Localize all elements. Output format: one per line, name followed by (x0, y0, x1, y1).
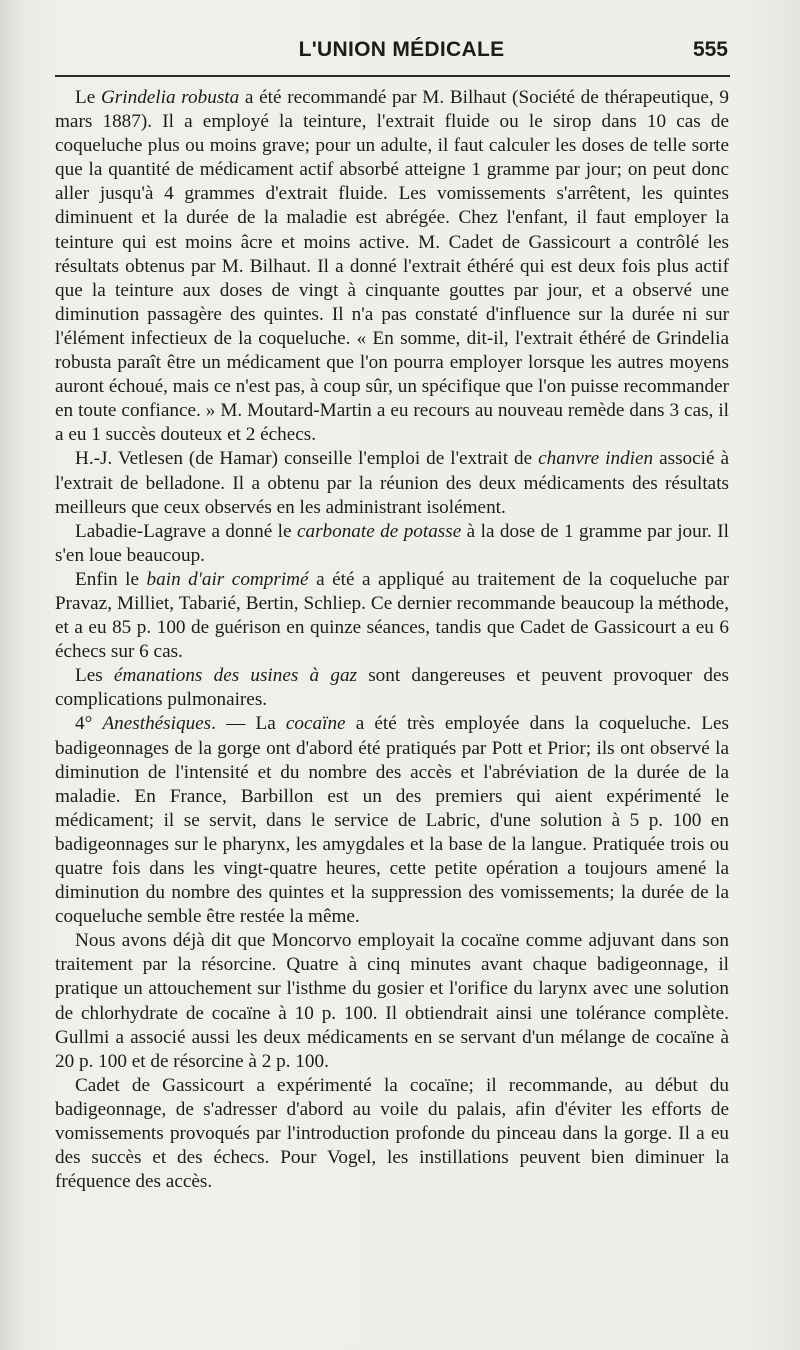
italic-text: bain d'air comprimé (146, 568, 309, 590)
text-run: a été recommandé par M. Bilhaut (Société de thérapeutique, 9 mars 1887). Il a employé la teinture, l'extrait fluide ou le sirop dans 10 cas de coqueluche plus ou moins grave; pour un adulte, il faut calculer les doses de telle sorte que la quantité de médicament actif absorbé atteigne 1 gramme par jour; on peut donc aller jusqu'à 4 grammes d'extrait fluide. Les vomissements s'arrêtent, les quintes diminuent et la durée de la maladie est abrégée. Chez l'enfant, il faut employer la teinture qui est moins âcre et moins active. M. Cadet de Gassicourt a contrôlé les résultats obtenus par M. Bilhaut. Il a donné l'extrait éthéré qui est deux fois plus actif que la teinture aux doses de vingt à cinquante gouttes par jour, et a observé une diminution passagère des quintes. Il n'a pas constaté d'influence sur la durée ni sur l'élément infectieux de la coqueluche. « En somme, dit-il, l'extrait éthéré de Grindelia robusta paraît être un médicament que l'on pourra employer lorsque les autres moyens auront échoué, mais ce n'est pas, à coup sûr, un spécifique que l'on puisse recommander en toute confiance. » M. Moutard-Martin a eu recours au nouveau remède dans 3 cas, il a eu 1 succès douteux et 2 échecs. (55, 87, 729, 446)
italic-text: carbonate de potasse (296, 520, 462, 542)
paragraph (55, 447, 729, 519)
text-run: sont dangereuses et peuvent provoquer des complications pulmonaires. (55, 665, 729, 711)
text-run: Cadet de Gassicourt a expérimenté la cocaïne; il recommande, au début du badigeonnage, de s'adresser d'abord au voile du palais, afin d'éviter les efforts de vomissements provoqués par l'introduction profonde du pinceau dans la gorge. Il a eu des succès et des échecs. Pour Vogel, les instillations peuvent bien diminuer la fréquence des accès. (55, 1074, 729, 1193)
text-run: Labadie-Lagrave a donné le (75, 520, 297, 542)
text-run: Les (75, 665, 114, 687)
header-rule (55, 75, 730, 77)
italic-text: émanations des usines à gaz (113, 665, 357, 687)
paragraph (55, 664, 729, 712)
text-run: à la dose de 1 gramme par jour. Il s'en loue beaucoup. (55, 520, 729, 566)
paragraph (55, 929, 729, 1074)
text-run: Enfin le (75, 568, 147, 590)
italic-text: Grindelia robusta (100, 87, 240, 108)
text-run: H.-J. Vetlesen (de Hamar) conseille l'emploi de l'extrait de (75, 448, 539, 470)
text-run: Le (75, 87, 101, 108)
text-run: associé à l'extrait de belladone. Il a obtenu par la réunion des deux médicaments des résultats meilleurs que ceux observés en les administrant isolément. (55, 448, 729, 518)
text-run: a été a appliqué au traitement de la coqueluche par Pravaz, Milliet, Tabarié, Bertin, Schliep. Ce dernier recommande beaucoup la méthode, et a eu 85 p. 100 de guérison en quinze séances, tandis que Cadet de Gassicourt a eu 6 échecs sur 6 cas. (55, 568, 730, 663)
text-run: a été très employée dans la coqueluche. Les badigeonnages de la gorge ont d'abord été pratiqués par Pott et Prior; ils ont observé la diminution de l'intensité et du nombre des accès et l'abréviation de la durée de la maladie. En France, Barbillon est un des premiers qui aient expérimenté le médicament; il se servit, dans le service de Labric, d'une solution à 5 p. 100 en badigeonnages sur le pharynx, les amygdales et la base de la langue. Pratiquée trois ou quatre fois dans les vingt-quatre heures, cette petite opération a toujours amené la diminution du nombre des quintes et la suppression des vomissements; la durée de la coqueluche semble être restée la même. (55, 713, 729, 928)
text-run: Nous avons déjà dit que Moncorvo employait la cocaïne comme adjuvant dans son traitement par la résorcine. Quatre à cinq minutes avant chaque badigeonnage, il pratique un attouchement sur l'isthme du gosier et l'orifice du larynx avec une solution de chlorhydrate de cocaïne à 10 p. 100. Il obtiendrait ainsi une tolérance complète. Gullmi a associé aussi les deux médicaments en se servant d'un mélange de cocaïne à 20 p. 100 et de résorcine à 2 p. 100. (55, 930, 729, 1072)
body-text (55, 86, 729, 1194)
paragraph (55, 712, 729, 929)
italic-text: chanvre indien (538, 448, 654, 470)
paragraph (55, 520, 729, 568)
paragraph (55, 568, 729, 664)
page-number: 555 (692, 38, 728, 61)
text-run: . — La (211, 713, 286, 735)
page-header (55, 38, 728, 68)
italic-text: Anesthésiques (102, 713, 212, 735)
running-title: L'UNION MÉDICALE (298, 38, 505, 61)
paragraph (55, 86, 729, 447)
paragraph (55, 1074, 729, 1194)
text-run: 4° (75, 713, 103, 735)
italic-text: cocaïne (285, 713, 346, 735)
